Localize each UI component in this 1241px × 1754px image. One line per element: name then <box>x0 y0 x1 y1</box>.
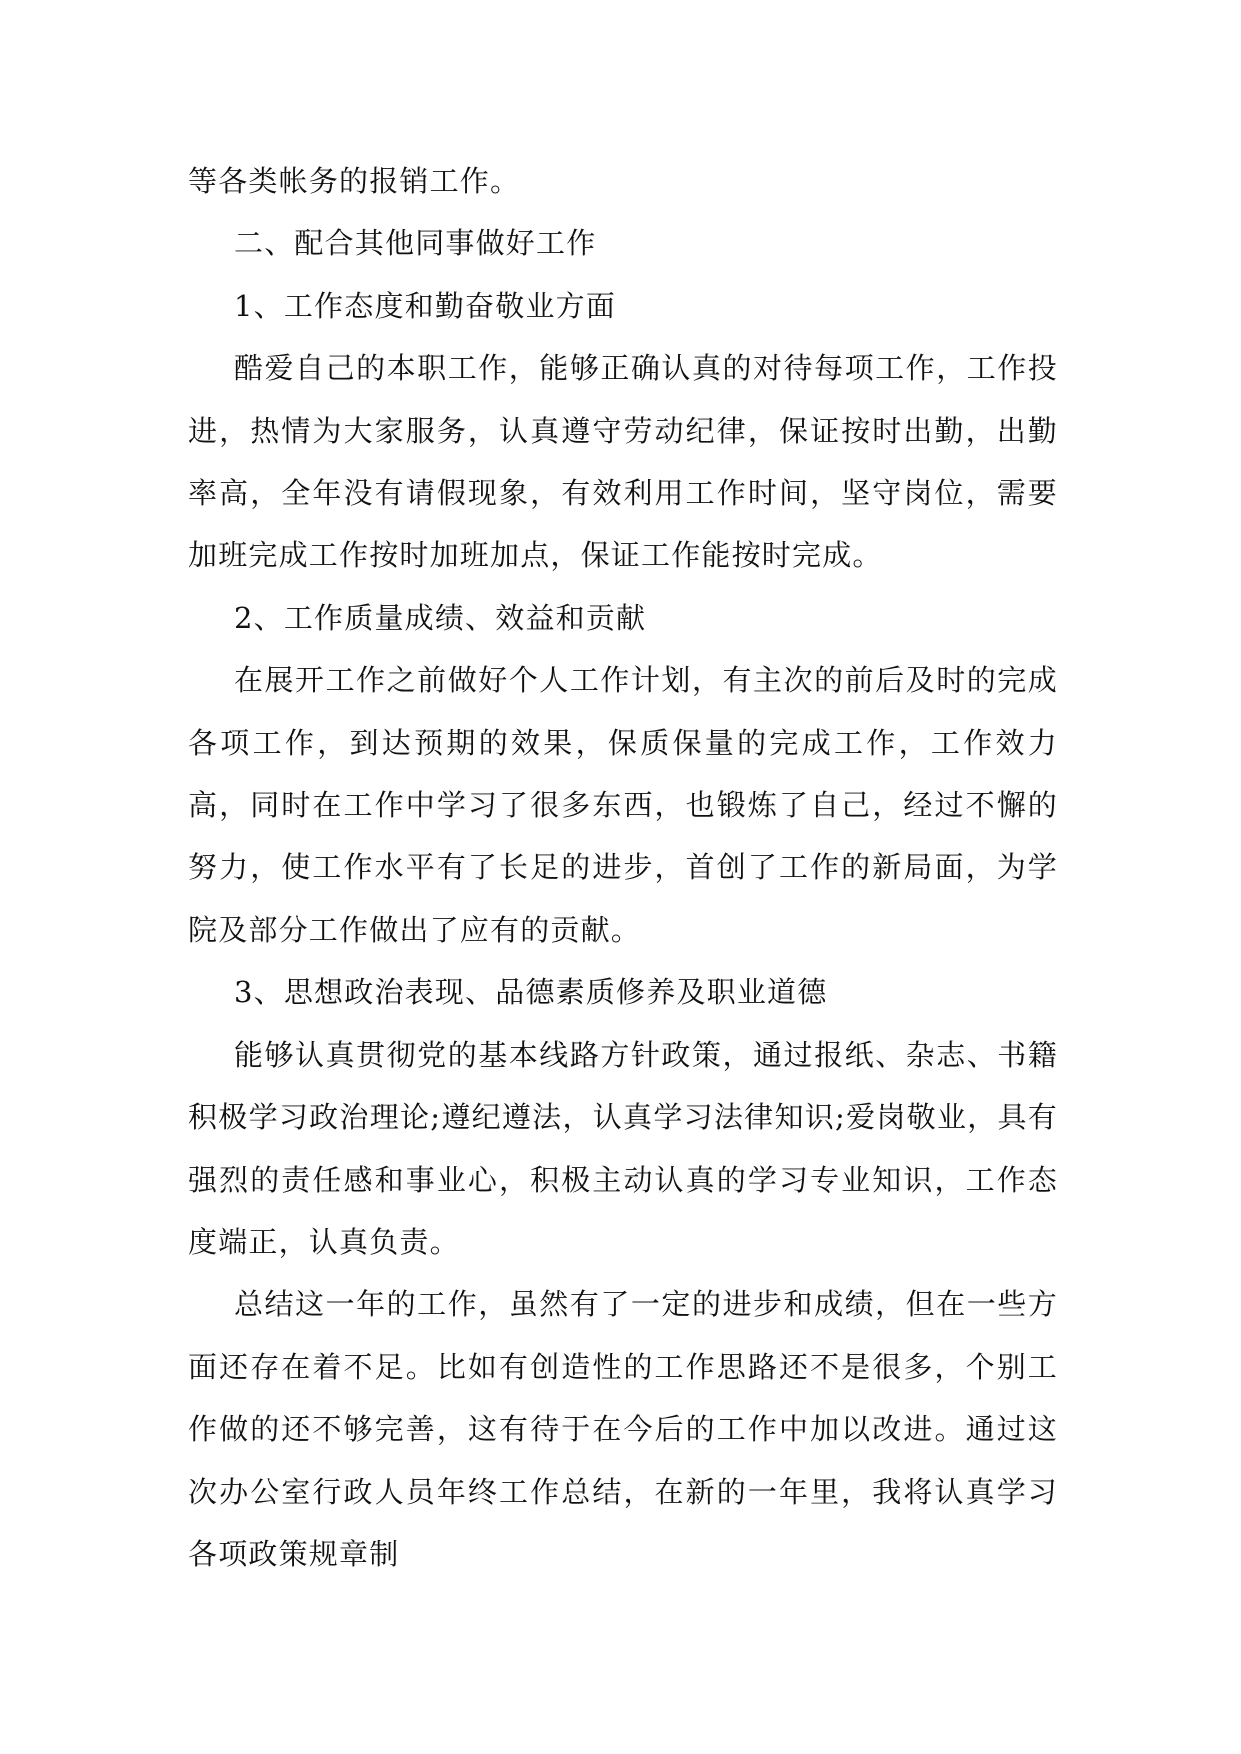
paragraph-work-quality: 在展开工作之前做好个人工作计划，有主次的前后及时的完成各项工作，到达预期的效果，保质保量的完成工作，工作效力高，同时在工作中学习了很多东西，也锻炼了自己，经过不懈的努力，使工作水平有了长足的进步，首创了工作的新局面，为学院及部分工作做出了应有的贡献。 <box>188 663 1058 947</box>
paragraph-summary: 总结这一年的工作，虽然有了一定的进步和成绩，但在一些方面还存在着不足。比如有创造性的工作思路还不是很多，个别工作做的还不够完善，这有待于在今后的工作中加以改进。通过这次办公室行政人员年终工作总结，在新的一年里，我将认真学习各项政策规章制 <box>188 1287 1058 1571</box>
subheading-work-attitude: 1、工作态度和勤奋敬业方面 <box>234 288 617 323</box>
paragraph-ideology-ethics: 能够认真贯彻党的基本线路方针政策，通过报纸、杂志、书籍积极学习政治理论;遵纪遵法，认真学习法律知识;爱岗敬业，具有强烈的责任感和事业心，积极主动认真的学习专业知识，工作态度端正，认真负责。 <box>188 1037 1058 1259</box>
paragraph-work-attitude: 酷爱自己的本职工作，能够正确认真的对待每项工作，工作投进，热情为大家服务，认真遵守劳动纪律，保证按时出勤，出勤率高，全年没有请假现象，有效利用工作时间，坚守岗位，需要加班完成工作按时加班加点，保证工作能按时完成。 <box>188 351 1058 573</box>
subheading-work-quality: 2、工作质量成绩、效益和贡献 <box>234 600 647 635</box>
document-body <box>188 150 1058 1585</box>
subheading-ideology-ethics: 3、思想政治表现、品德素质修养及职业道德 <box>234 975 828 1010</box>
section-heading: 二、配合其他同事做好工作 <box>234 226 597 261</box>
paragraph-continuation: 等各类帐务的报销工作。 <box>188 164 521 198</box>
